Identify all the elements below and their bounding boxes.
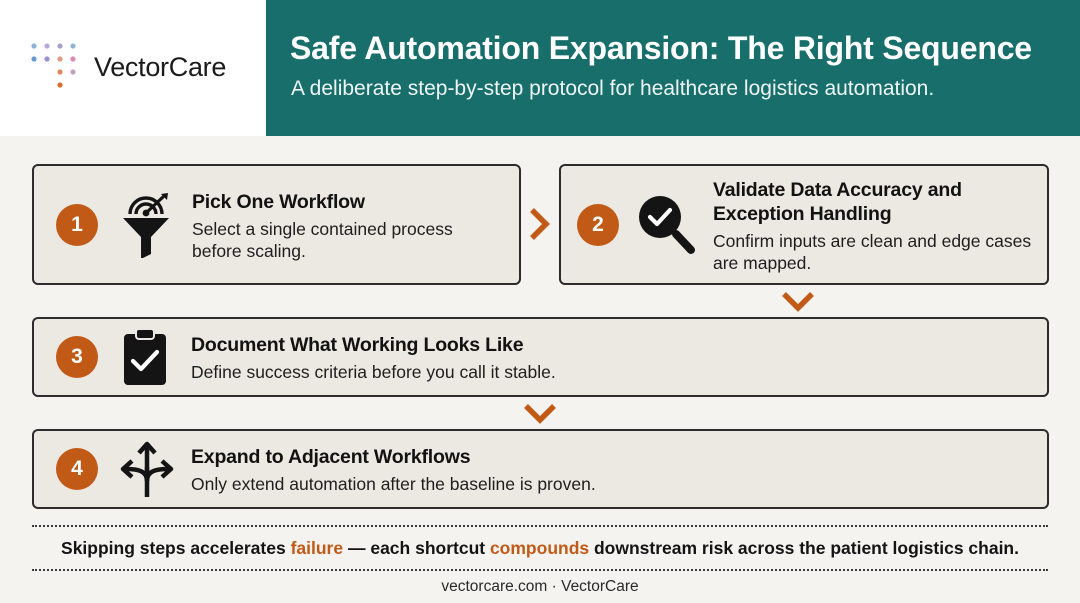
chevron-right-icon xyxy=(527,206,553,242)
step-title: Pick One Workflow xyxy=(192,191,365,213)
funnel-target-icon xyxy=(120,192,172,258)
divider-bottom xyxy=(32,569,1048,571)
chevron-down-icon xyxy=(780,290,816,314)
warning-statement xyxy=(0,538,1080,559)
step-title: Validate Data Accuracy and Exception Handling xyxy=(713,179,962,225)
brand-name: VectorCare xyxy=(94,52,227,82)
vectorcare-logo-icon xyxy=(30,42,80,92)
branching-arrows-icon xyxy=(118,441,176,499)
step-description: Confirm inputs are clean and edge cases are mapped. xyxy=(713,231,1032,273)
page-subtitle: A deliberate step-by-step protocol for healthcare logistics automation. xyxy=(291,77,935,100)
clipboard-check-icon xyxy=(122,327,168,387)
step-number-badge: 1 xyxy=(56,204,98,246)
warning-highlight-compounds: compounds xyxy=(489,538,590,558)
step-description: Define success criteria before you call it stable. xyxy=(191,362,556,382)
magnifier-check-icon xyxy=(637,194,697,256)
warning-text: downstream risk across the patient logistics chain. xyxy=(589,538,1019,558)
footer-credit: vectorcare.com · VectorCare xyxy=(441,578,639,595)
page-title: Safe Automation Expansion: The Right Sequence xyxy=(290,30,1032,66)
step-number-badge: 2 xyxy=(577,204,619,246)
step-description: Select a single contained process before scaling. xyxy=(192,219,453,261)
step-title: Expand to Adjacent Workflows xyxy=(191,446,471,468)
step-number-badge: 3 xyxy=(56,336,98,378)
divider-top xyxy=(32,525,1048,527)
header-banner xyxy=(266,0,1080,136)
step-number-badge: 4 xyxy=(56,448,98,490)
warning-text: Skipping steps accelerates xyxy=(61,538,291,558)
step-card-2 xyxy=(559,164,1049,285)
chevron-down-icon xyxy=(522,402,558,426)
step-description: Only extend automation after the baseline is proven. xyxy=(191,474,596,494)
logo-area xyxy=(0,0,266,136)
step-card-3 xyxy=(32,317,1049,397)
step-card-4 xyxy=(32,429,1049,509)
warning-highlight-failure: failure xyxy=(290,538,344,558)
step-card-1 xyxy=(32,164,521,285)
warning-text: — each shortcut xyxy=(343,538,490,558)
step-title: Document What Working Looks Like xyxy=(191,334,524,356)
